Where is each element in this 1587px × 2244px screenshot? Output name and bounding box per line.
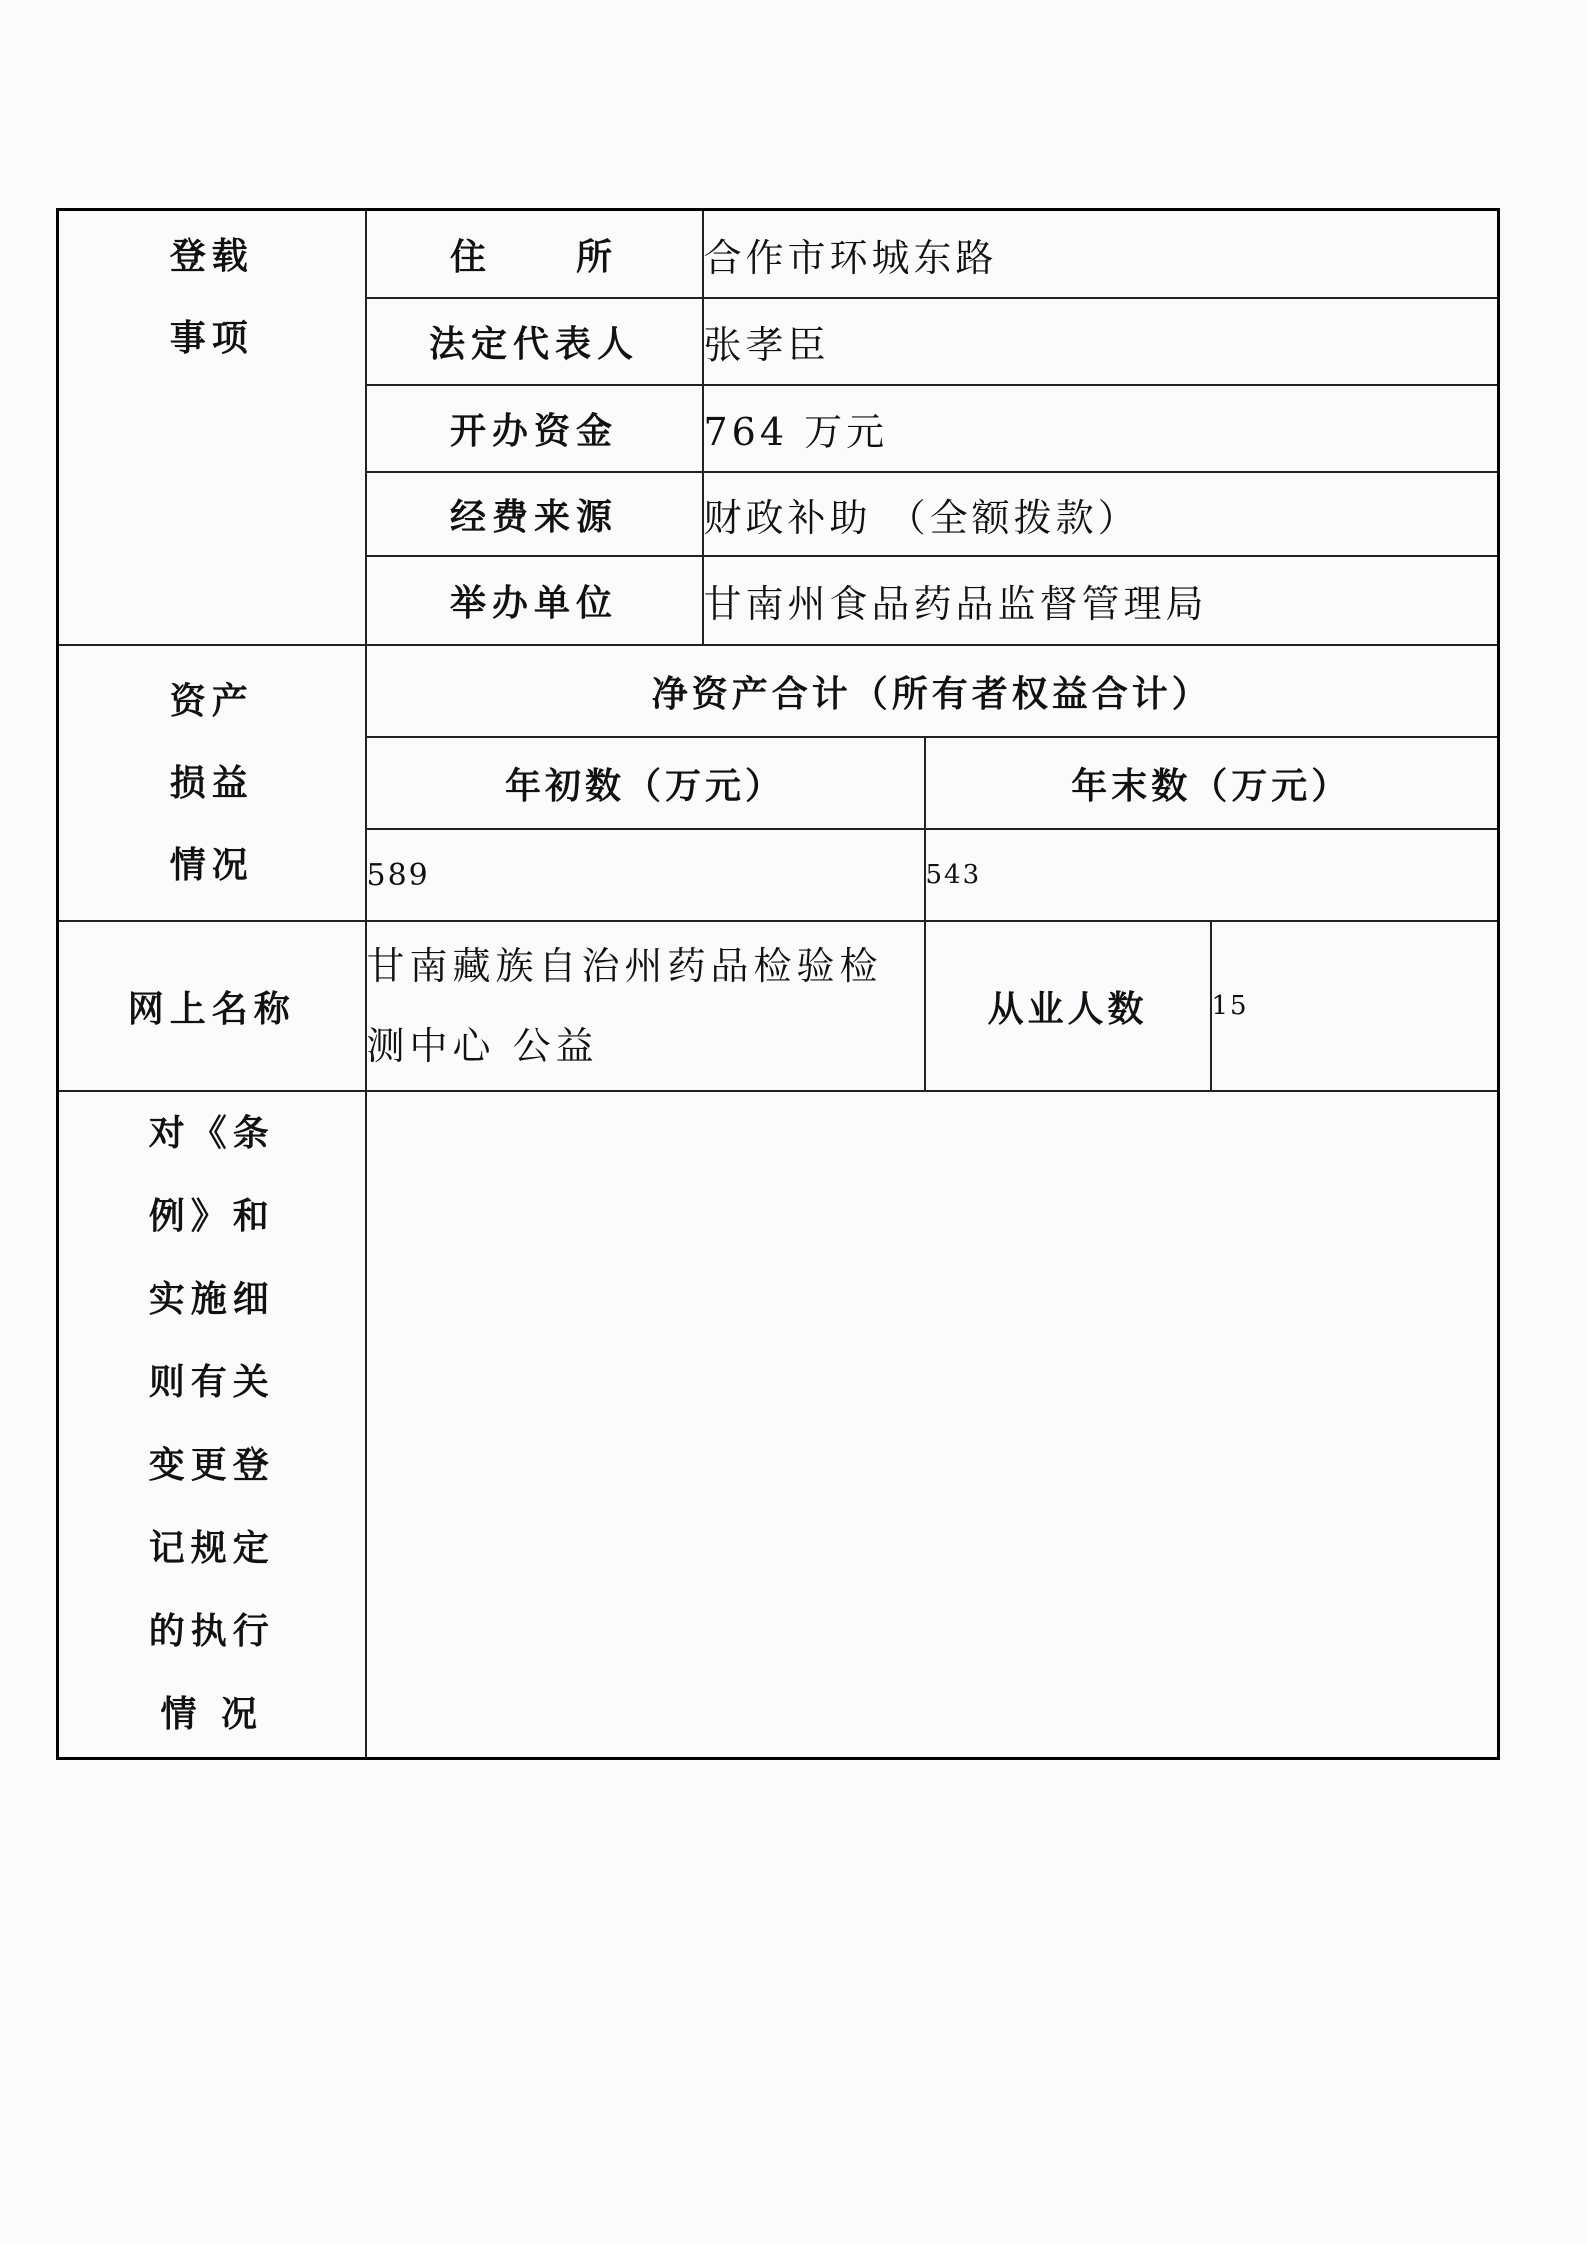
registration-category-cell xyxy=(58,210,366,646)
category-line: 则有关 xyxy=(148,1361,275,1403)
execution-content-cell xyxy=(366,1091,1499,1759)
category-line: 登载 xyxy=(169,235,254,277)
table-row xyxy=(58,210,1499,299)
funds-value: 764 万元 xyxy=(703,385,1499,472)
registration-form-table xyxy=(56,208,1500,1760)
category-line: 情 况 xyxy=(160,1693,264,1735)
category-line: 对《条 xyxy=(148,1112,275,1154)
start-of-year-header: 年初数（万元） xyxy=(366,737,925,829)
table-row xyxy=(58,921,1499,1091)
sponsor-label: 举办单位 xyxy=(366,556,703,645)
net-assets-header: 净资产合计（所有者权益合计） xyxy=(366,645,1499,737)
end-of-year-value: 543 xyxy=(925,829,1499,921)
legal-rep-value: 张孝臣 xyxy=(703,298,1499,385)
category-line: 情况 xyxy=(169,844,254,886)
staff-count-value: 15 xyxy=(1211,921,1499,1091)
staff-count-label: 从业人数 xyxy=(925,921,1211,1091)
category-line: 变更登 xyxy=(148,1444,275,1486)
category-line: 资产 xyxy=(169,680,254,722)
execution-category-cell xyxy=(58,1091,366,1759)
category-line: 例》和 xyxy=(148,1195,275,1237)
funding-source-value: 财政补助 （全额拨款） xyxy=(703,472,1499,556)
online-name-value: 甘南藏族自治州药品检验检测中心 公益 xyxy=(366,921,925,1091)
category-line: 记规定 xyxy=(148,1527,275,1569)
funding-source-label: 经费来源 xyxy=(366,472,703,556)
table-row xyxy=(58,1091,1499,1759)
sponsor-value: 甘南州食品药品监督管理局 xyxy=(703,556,1499,645)
category-line: 事项 xyxy=(169,317,254,359)
table-row xyxy=(58,645,1499,737)
funds-label: 开办资金 xyxy=(366,385,703,472)
address-value: 合作市环城东路 xyxy=(703,210,1499,299)
category-line: 实施细 xyxy=(148,1278,275,1320)
address-label: 住 所 xyxy=(366,210,703,299)
category-line: 损益 xyxy=(169,762,254,804)
online-name-label: 网上名称 xyxy=(58,921,366,1091)
legal-rep-label: 法定代表人 xyxy=(366,298,703,385)
assets-category-cell xyxy=(58,645,366,921)
category-line: 的执行 xyxy=(148,1610,275,1652)
start-of-year-value: 589 xyxy=(366,829,925,921)
end-of-year-header: 年末数（万元） xyxy=(925,737,1499,829)
